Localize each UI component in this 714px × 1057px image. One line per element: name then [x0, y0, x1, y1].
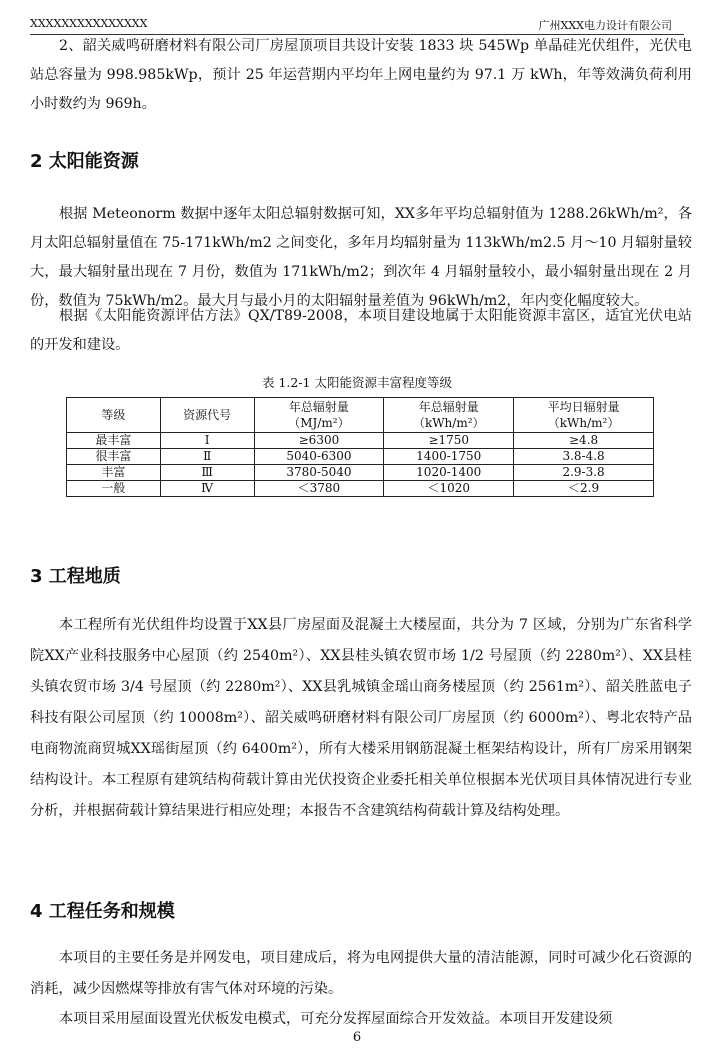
table-cell: 5040-6300 — [254, 449, 384, 465]
table-row — [67, 433, 654, 449]
header-company: 广州XXX电力设计有限公司 — [538, 19, 672, 32]
header-cell-annual-kwh — [384, 398, 514, 433]
table-cell: Ⅳ — [160, 481, 254, 497]
table-header-row — [67, 398, 654, 433]
header-cell-annual-mj — [254, 398, 384, 433]
header-doc-code: XXXXXXXXXXXXXXX — [30, 17, 148, 30]
intro-paragraph: 2、韶关威鸣研磨材料有限公司厂房屋顶项目共设计安装 1833 块 545Wp 单晶硅光伏组件，光伏电站总容量为 998.985kWp，预计 25 年运营期内平均年上网电量约为 97.1 万 kWh，年等效满负荷利用小时数约为 969h。 — [30, 38, 692, 112]
table-cell: 2.9-3.8 — [514, 465, 654, 481]
table-row — [67, 481, 654, 497]
table-cell: 丰富 — [67, 465, 161, 481]
header-cell-line: 年总辐射量 — [418, 400, 479, 414]
table-cell: ＜1020 — [384, 481, 514, 497]
section-3-title: 3 工程地质 — [30, 566, 121, 587]
header-cell-unit: （kWh/m²） — [412, 416, 485, 430]
table-cell: Ⅰ — [160, 433, 254, 449]
table-cell: Ⅲ — [160, 465, 254, 481]
table-caption: 表 1.2-1 太阳能资源丰富程度等级 — [261, 375, 452, 390]
section-4-title: 4 工程任务和规模 — [30, 901, 175, 922]
section-2-title: 2 太阳能资源 — [30, 151, 139, 172]
header-cell-line: 等级 — [101, 408, 126, 422]
table-cell: ≥4.8 — [514, 433, 654, 449]
table-row — [67, 465, 654, 481]
header-cell-line: 平均日辐射量 — [547, 400, 620, 414]
table-row — [67, 449, 654, 465]
table-cell: 3.8-4.8 — [514, 449, 654, 465]
table-cell: Ⅱ — [160, 449, 254, 465]
table-cell: ＜3780 — [254, 481, 384, 497]
header-cell-line: 资源代号 — [183, 408, 232, 422]
table-cell: 一般 — [67, 481, 161, 497]
section-3-paragraph: 本工程所有光伏组件均设置于XX县厂房屋面及混凝土大楼屋面，共分为 7 区域，分别为广东省科学院XX产业科技服务中心屋顶（约 2540m²）、XX县桂头镇农贸市场 1/2 号屋顶（约 2280m²）、XX县桂头镇农贸市场 3/4 号屋顶（约 2280m²）、XX县乳城镇金瑶山商务楼屋顶（约 2561m²）、韶关胜蓝电子科技有限公司屋顶（约 10008m²）、韶关威鸣研磨材料有限公司厂房屋顶（约 6000m²）、粤北农特产品电商物流商贸城XX瑶街屋顶（约 6400m²），所有大楼采用钢筋混凝土框架结构设计，所有厂房采用钢架结构设计。本工程原有建筑结构荷载计算由光伏投资企业委托相关单位根据本光伏项目具体情况进行专业分析，并根据荷载计算结果进行相应处理；本报告不含建筑结构荷载计算及结构处理。 — [30, 617, 692, 819]
table-cell: ＜2.9 — [514, 481, 654, 497]
header-cell-unit: （kWh/m²） — [547, 416, 620, 430]
table-cell: 很丰富 — [67, 449, 161, 465]
header-cell-grade — [67, 398, 161, 433]
section-2-paragraph-1: 根据 Meteonorm 数据中逐年太阳总辐射数据可知，XX多年平均总辐射值为 1288.26kWh/m²，各月太阳总辐射量值在 75-171kWh/m2 之间变化，多年月均辐射量为 113kWh/m2.5 月～10 月辐射量较大，最大辐射量出现在 7 月份，数值为 171kWh/m2；到次年 4 月辐射量较小，最小辐射量出现在 2 月份，数值为 75kWh/m2。最大月与最小月的太阳辐射量差值为 96kWh/m2，年内变化幅度较大。 — [30, 206, 692, 309]
header-cell-daily-kwh — [514, 398, 654, 433]
solar-resource-table — [66, 397, 654, 497]
page-number: 6 — [352, 1030, 362, 1045]
section-4-paragraph-1: 本项目的主要任务是并网发电，项目建成后，将为电网提供大量的清洁能源，同时可减少化石资源的消耗，减少因燃煤等排放有害气体对环境的污染。 — [30, 950, 692, 997]
table-cell: 1400-1750 — [384, 449, 514, 465]
header-cell-line: 年总辐射量 — [288, 400, 349, 414]
table-cell: 3780-5040 — [254, 465, 384, 481]
header-cell-code — [160, 398, 254, 433]
section-4-paragraph-2: 本项目采用屋面设置光伏板发电模式，可充分发挥屋面综合开发效益。本项目开发建设须 — [59, 1011, 613, 1027]
header-cell-unit: （MJ/m²） — [288, 416, 350, 430]
table-cell: ≥1750 — [384, 433, 514, 449]
table-cell: 1020-1400 — [384, 465, 514, 481]
table-cell: ≥6300 — [254, 433, 384, 449]
table-cell: 最丰富 — [67, 433, 161, 449]
section-2-paragraph-2: 根据《太阳能资源评估方法》QX/T89-2008，本项目建设地属于太阳能资源丰富区，适宜光伏电站的开发和建设。 — [30, 308, 692, 353]
